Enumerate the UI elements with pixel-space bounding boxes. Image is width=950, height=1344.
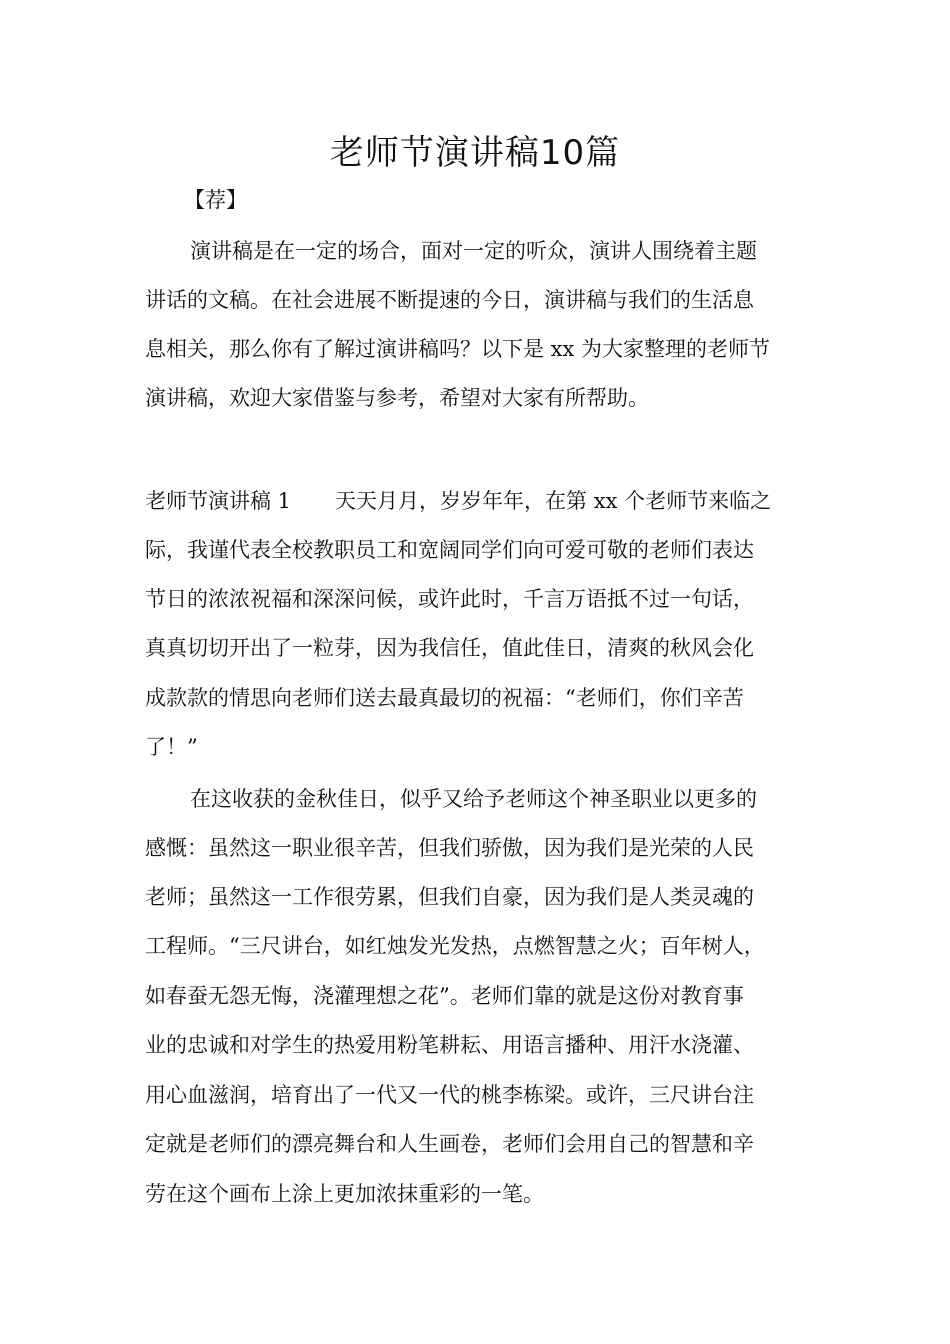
section-heading: 老师节演讲稿 1 (145, 489, 292, 513)
section-line: 节日的浓浓祝福和深深问候，或许此时，千言万语抵不过一句话， (145, 587, 754, 611)
section-line: 际，我谨代表全校教职员工和宽阔同学们向可爱可敬的老师们表达 (145, 538, 754, 562)
section-heading-line (145, 486, 771, 516)
paragraph-line: 用心血滋润，培育出了一代又一代的桃李栋梁。或许，三尺讲台注 (145, 1083, 754, 1107)
section-line: 了！” (145, 735, 198, 759)
paragraph-line: 如春蚕无怨无悔，浇灌理想之花”。老师们靠的就是这份对教育事 (145, 984, 744, 1008)
document-title: 老师节演讲稿10篇 (329, 133, 621, 173)
section-line: 成款款的情思向老师们送去最真最切的祝福：“老师们，你们辛苦 (145, 686, 744, 710)
paragraph-line: 业的忠诚和对学生的热爱用粉笔耕耘、用语言播种、用汗水浇灌、 (145, 1033, 754, 1057)
paragraph-line: 感慨：虽然这一职业很辛苦，但我们骄傲，因为我们是光荣的人民 (145, 836, 754, 860)
paragraph-line: 在这收获的金秋佳日，似乎又给予老师这个神圣职业以更多的 (190, 787, 757, 811)
intro-line: 讲话的文稿。在社会进展不断提速的今日，演讲稿与我们的生活息 (145, 288, 754, 312)
recommended-tag: 【荐】 (184, 188, 247, 212)
paragraph-line: 劳在这个画布上涂上更加浓抹重彩的一笔。 (145, 1182, 544, 1206)
intro-line: 演讲稿是在一定的场合，面对一定的听众，演讲人围绕着主题 (190, 239, 757, 263)
section-line: 真真切切开出了一粒芽，因为我信任，值此佳日，清爽的秋风会化 (145, 636, 754, 660)
intro-line: 息相关，那么你有了解过演讲稿吗？以下是 xx 为大家整理的老师节 (145, 337, 771, 361)
intro-line: 演讲稿，欢迎大家借鉴与参考，希望对大家有所帮助。 (145, 386, 649, 410)
paragraph-line: 老师；虽然这一工作很劳累，但我们自豪，因为我们是人类灵魂的 (145, 885, 754, 909)
paragraph-line: 工程师。“三尺讲台，如红烛发光发热，点燃智慧之火；百年树人， (145, 934, 765, 958)
paragraph-line: 定就是老师们的漂亮舞台和人生画卷，老师们会用自己的智慧和辛 (145, 1132, 754, 1156)
section-first-line: 天天月月，岁岁年年，在第 xx 个老师节来临之 (335, 489, 772, 513)
